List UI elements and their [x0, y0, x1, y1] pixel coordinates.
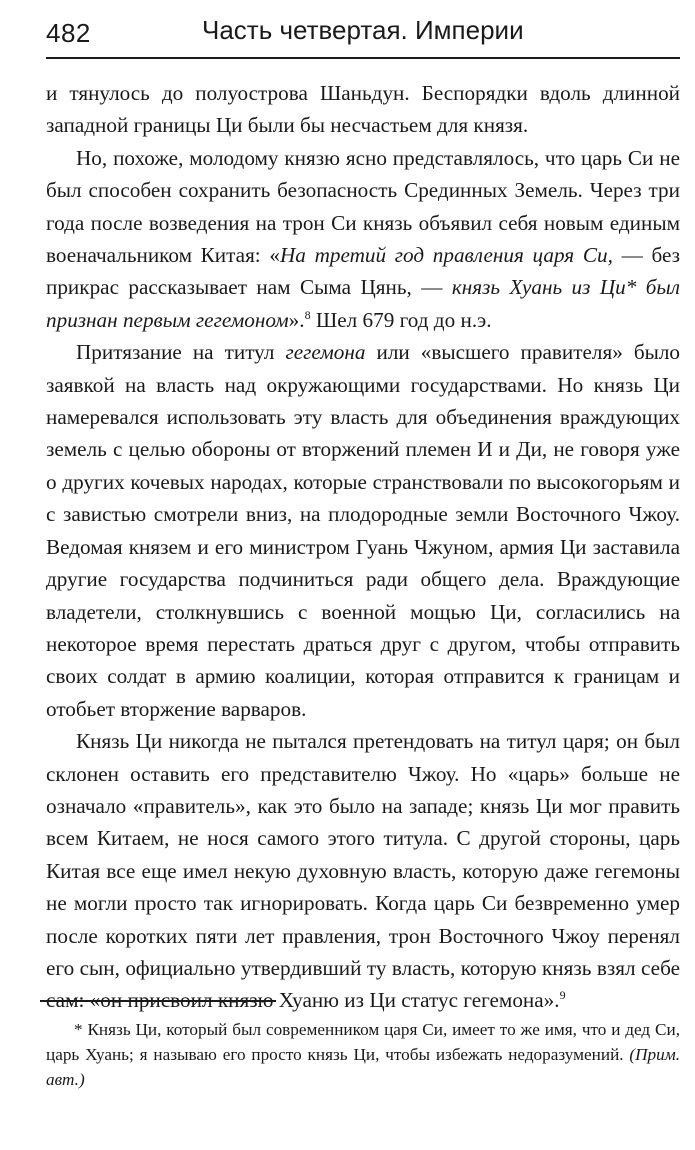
running-head: Часть четвертая. Империи	[202, 15, 524, 45]
paragraph-2-text-c: ».	[288, 307, 305, 332]
paragraph-4	[46, 725, 680, 1017]
page-number: 482	[46, 18, 91, 48]
main-text	[46, 77, 680, 1017]
paragraph-3-text-b: или «высшего правителя» было заявкой на власть над окружающими государствами. Но князь Ци намеревался использовать эту власть для объединения враждующих земель с целью обороны от вторжений племен И и Ди, не говоря уже о других кочевых народах, которые странствовали по высокогорьям и с завистью смотрели вниз, на плодородные земли Восточного Чжоу. Ведомая князем и его министром Гуань Чжуном, армия Ци заставила другие государства подчиниться ради общего дела. Враждующие владетели, столкнувшись с военной мощью Ци, согласились на некоторое время перестать драться друг с другом, чтобы отправить своих солдат в армию коалиции, которая отправится к границам и отобьет вторжение варваров.	[46, 340, 680, 721]
header-rule	[46, 57, 680, 59]
term-hegemon: гегемона	[285, 340, 366, 365]
paragraph-1-text: и тянулось до полуострова Шаньдун. Беспорядки вдоль длинной западной границы Ци были бы несчастьем для князя.	[46, 81, 680, 138]
page-header	[46, 12, 680, 56]
paragraph-2-text-d: Шел 679 год до н.э.	[310, 307, 492, 332]
quote-third-year: На третий год правления царя Си,	[279, 243, 613, 268]
footnote-text: * Князь Ци, который был современником царя Си, имеет то же имя, что и дед Си, царь Хуань; я называю его просто князь Ци, чтобы избежать недоразумений.	[46, 1020, 680, 1064]
paragraph-3	[46, 336, 680, 725]
paragraph-2-text-b: — без прикрас рассказывает нам Сыма Цянь, —	[46, 243, 680, 300]
paragraph-1	[46, 77, 680, 142]
footnote-ref-8: 8	[304, 307, 311, 322]
paragraph-2	[46, 142, 680, 336]
footnote-ref-9: 9	[559, 988, 566, 1003]
footnote-rule	[40, 1000, 276, 1002]
paragraph-2-text-a: Но, похоже, молодому князю ясно представлялось, что царь Си не был способен сохранить безопасность Срединных Земель. Через три года после возведения на трон Си князь объявил себя новым единым военачальником Китая: «	[46, 145, 680, 268]
quote-hegemon: князь Хуань из Ци* был признан первым гегемоном	[46, 275, 680, 332]
paragraph-4-text: Князь Ци никогда не пытался претендовать на титул царя; он был склонен оставить его представителю Чжоу. Но «царь» больше не означало «правитель», как это было на западе; князь Ци мог править всем Китаем, не нося самого этого титула. С другой стороны, царь Китая все еще имел некую духовную власть, которую даже гегемоны не могли просто так игнорировать. Когда царь Си безвременно умер после коротких пяти лет правления, трон Восточного Чжоу перенял его сын, официально утвердивший ту власть, которую князь взял себе сам: «он присвоил князю Хуаню из Ци статус гегемона».	[46, 729, 680, 1013]
footnote-author-note: (Прим. авт.)	[46, 1045, 680, 1089]
paragraph-3-text-a: Притязание на титул	[76, 340, 286, 365]
footnote	[46, 1017, 680, 1092]
footnote-paragraph	[46, 1017, 680, 1092]
